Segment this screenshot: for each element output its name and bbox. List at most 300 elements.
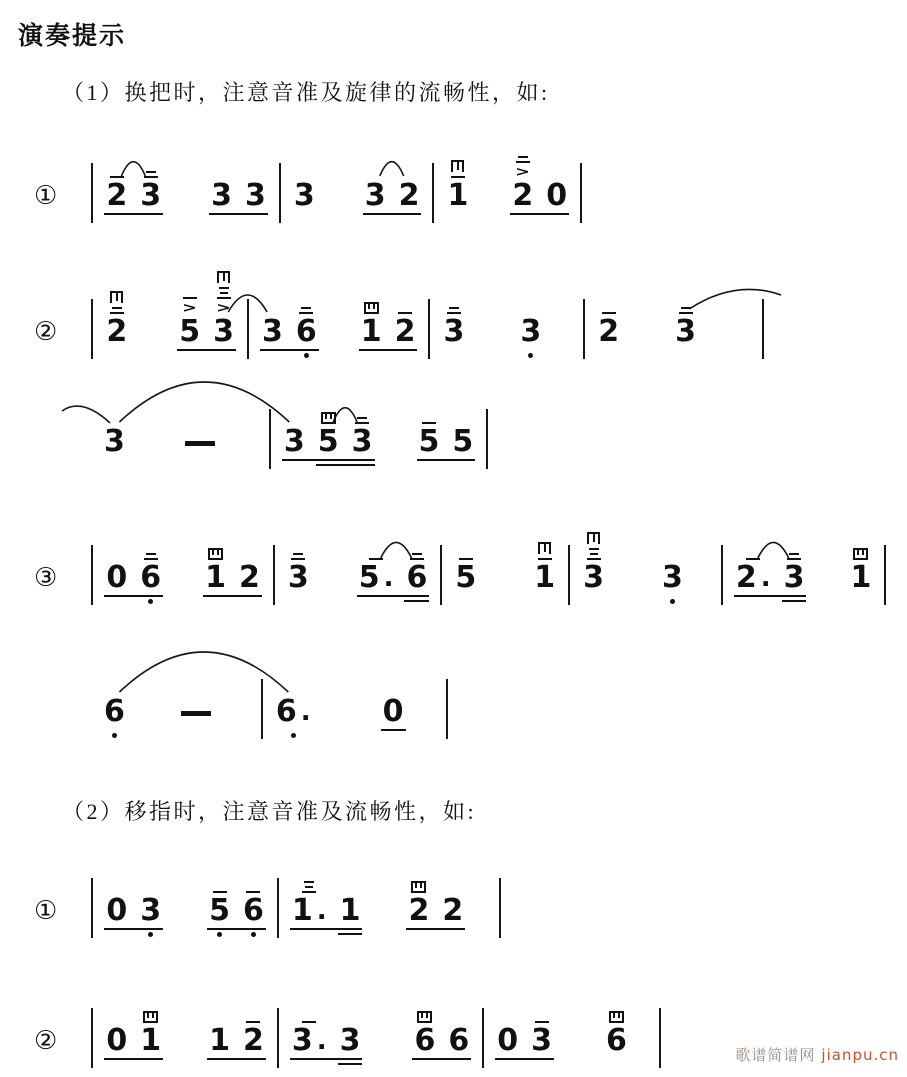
note-digit	[414, 1023, 436, 1058]
low-octave-dot	[291, 733, 296, 738]
spacer	[138, 470, 172, 471]
fingering-stroke	[219, 287, 229, 289]
spacer	[477, 360, 507, 361]
digit: 5	[418, 424, 440, 459]
note	[245, 137, 266, 225]
spacer	[228, 470, 256, 471]
note	[546, 137, 567, 225]
note	[365, 137, 386, 225]
note	[447, 137, 468, 225]
note	[296, 273, 317, 361]
fingering-mark	[410, 553, 424, 560]
spacer	[817, 606, 837, 607]
watermark-url: jianpu.cn	[821, 1046, 899, 1064]
note-digit	[287, 560, 309, 595]
fingering-si-stroke	[618, 1013, 620, 1018]
note-digit	[179, 314, 201, 349]
digit: 1	[447, 178, 469, 213]
note-annotations	[609, 987, 624, 1023]
barline	[580, 163, 582, 223]
digit: 6	[140, 560, 162, 595]
digit: 3	[364, 178, 386, 213]
note	[452, 383, 473, 471]
digit: 2	[442, 893, 464, 928]
fingering-si-icon	[417, 1011, 432, 1023]
note	[534, 519, 555, 607]
fingering-stroke	[516, 161, 530, 163]
note-annotations	[213, 857, 227, 893]
digit: 6	[104, 694, 125, 729]
note	[284, 383, 305, 471]
digit: 6	[275, 694, 297, 729]
note-annotations	[410, 524, 424, 560]
note-annotations	[516, 142, 530, 178]
beam	[404, 600, 429, 602]
digit: 5	[455, 560, 477, 595]
digit: 2	[242, 1023, 264, 1058]
digit: 5	[452, 424, 474, 459]
note-digit	[293, 178, 315, 213]
note	[408, 852, 429, 940]
digit: 3	[140, 893, 162, 928]
note	[318, 383, 339, 471]
beam	[209, 213, 268, 215]
spacer	[696, 606, 708, 607]
note-digit	[534, 560, 556, 595]
inner-string-stroke	[593, 534, 595, 542]
fingering-si-stroke	[368, 304, 370, 309]
fingering-si-stroke	[420, 883, 422, 888]
beam	[381, 729, 406, 731]
digit: 1	[850, 560, 872, 595]
fingering-mark	[143, 1011, 158, 1023]
inner-string-icon	[587, 532, 600, 544]
beam	[290, 928, 363, 930]
note-annotations	[417, 987, 432, 1023]
digit: 2	[598, 314, 620, 349]
spacer	[224, 740, 248, 741]
note-annotations	[246, 857, 260, 893]
slur-layer	[91, 137, 582, 225]
fingering-mark	[609, 1011, 624, 1023]
barline	[279, 163, 281, 223]
watermark-site-name: 歌谱简谱网	[735, 1048, 816, 1064]
barline	[277, 1008, 279, 1068]
note	[340, 982, 361, 1070]
spacer	[140, 360, 166, 361]
note-digit	[140, 560, 162, 595]
note-digit	[364, 178, 386, 213]
barline	[499, 878, 501, 938]
digit: 6	[448, 1023, 470, 1058]
low-octave-dot	[112, 733, 117, 738]
note-digit	[205, 560, 226, 595]
note	[239, 519, 260, 607]
beam	[357, 595, 430, 597]
note	[512, 137, 533, 225]
spacer	[373, 1069, 401, 1070]
note-annotations	[587, 524, 601, 560]
fingering-si-icon	[609, 1011, 624, 1023]
augmentation-dot: .	[760, 563, 771, 593]
note-digit	[583, 560, 604, 595]
fingering-si-icon	[208, 548, 223, 560]
spacer	[324, 740, 370, 741]
low-octave-dot	[148, 932, 153, 937]
note-annotations	[535, 987, 549, 1023]
note-annotations	[144, 142, 158, 178]
note-digit	[213, 314, 234, 350]
note	[262, 273, 283, 361]
digit: 3	[287, 560, 309, 595]
beam	[495, 1058, 554, 1060]
beam	[104, 928, 163, 930]
note-digit	[106, 1023, 128, 1058]
octave-slot	[670, 593, 675, 607]
note	[292, 982, 327, 1070]
note-digit	[140, 178, 162, 213]
digit: 3	[661, 560, 683, 595]
spacer	[174, 606, 192, 607]
beam	[260, 349, 319, 351]
digit: 3	[213, 314, 234, 350]
note-digit	[339, 893, 361, 928]
spacer	[481, 224, 499, 225]
beam	[412, 1058, 471, 1060]
note	[140, 982, 161, 1070]
octave-slot	[291, 727, 296, 741]
note-annotations	[602, 278, 616, 314]
low-octave-dot	[670, 599, 675, 604]
note	[140, 519, 161, 607]
spacer	[174, 939, 196, 940]
digit: 2	[238, 560, 260, 595]
note-digit	[291, 893, 327, 928]
fingering-si-stroke	[415, 883, 417, 888]
note-annotations	[291, 524, 305, 560]
fingering-stroke	[112, 307, 122, 309]
fingering-si-stroke	[373, 304, 375, 309]
note-digit	[238, 560, 260, 595]
barline	[432, 163, 434, 223]
fingering-mark	[217, 271, 230, 283]
fingering-mark	[411, 881, 426, 893]
fingering-stroke	[146, 171, 156, 173]
fingering-mark	[447, 307, 461, 314]
note-annotations	[853, 524, 868, 560]
digit: 1	[534, 560, 556, 595]
music-line	[104, 383, 488, 471]
note	[531, 982, 552, 1070]
note	[243, 982, 264, 1070]
note	[736, 519, 771, 607]
spacer	[617, 606, 649, 607]
fingering-mark	[302, 881, 316, 893]
note-digit	[398, 178, 420, 213]
digit: 3	[675, 314, 696, 349]
note	[520, 273, 541, 361]
note-annotations	[459, 524, 473, 560]
fingering-si-icon	[853, 548, 868, 560]
fingering-stroke	[357, 417, 367, 419]
fingering-stroke	[518, 156, 528, 158]
note-digit	[242, 893, 264, 928]
note-digit	[448, 1023, 470, 1058]
augmentation-dot: .	[316, 896, 327, 926]
note	[455, 519, 476, 607]
note-digit	[106, 314, 128, 349]
note-digit	[452, 424, 474, 459]
fingering-stroke	[590, 553, 598, 555]
note-annotations	[110, 278, 124, 314]
row-label: ②	[34, 317, 58, 347]
low-octave-dot	[304, 353, 309, 358]
fingering-mark	[364, 302, 379, 314]
beam	[406, 928, 465, 930]
music-line	[104, 653, 448, 741]
spacer	[328, 224, 352, 225]
digit: 1	[291, 893, 313, 928]
music-row	[0, 653, 907, 741]
digit: 6	[406, 560, 428, 595]
fingering-si-stroke	[426, 1013, 428, 1018]
fingering-si-stroke	[152, 1013, 154, 1018]
beam	[359, 349, 418, 351]
spacer	[640, 1069, 646, 1070]
music-row	[0, 852, 907, 940]
fingering-mark	[679, 307, 693, 314]
digit: 3	[104, 424, 125, 459]
fingering-mark	[299, 307, 313, 314]
note	[406, 519, 427, 607]
music-row	[0, 273, 907, 361]
digit: 0	[106, 893, 128, 928]
digit: 3	[583, 560, 604, 595]
barline	[247, 299, 249, 359]
note	[209, 982, 230, 1070]
digit: 2	[106, 314, 128, 349]
note	[106, 137, 127, 225]
digit: 5	[358, 560, 380, 595]
beam	[104, 1058, 163, 1060]
page-title: 演奏提示	[18, 23, 127, 50]
digit: 1	[339, 893, 361, 928]
barline	[659, 1008, 661, 1068]
fingering-si-stroke	[330, 414, 332, 419]
spacer	[330, 360, 348, 361]
spacer	[373, 939, 395, 940]
note-annotations	[246, 987, 260, 1023]
beam	[207, 928, 266, 930]
music-line	[91, 519, 886, 607]
fingering-stroke	[305, 886, 313, 888]
music-line	[91, 137, 582, 225]
note-annotations	[302, 987, 316, 1023]
digit: 6	[242, 893, 264, 928]
music-row	[0, 519, 907, 607]
barline	[273, 545, 275, 605]
barline	[91, 299, 93, 359]
note-digit	[598, 314, 620, 349]
music-line	[91, 273, 764, 361]
note	[340, 852, 361, 940]
digit: 0	[546, 178, 568, 213]
note-digit	[211, 178, 232, 213]
fingering-si-icon	[411, 881, 426, 893]
section-2-music	[0, 852, 907, 1070]
fingering-stroke	[220, 292, 228, 294]
note-digit	[406, 560, 428, 595]
row-label: ①	[34, 896, 58, 926]
inner-string-icon	[451, 160, 464, 172]
fingering-stroke	[449, 307, 459, 309]
note-annotations	[422, 388, 436, 424]
held-note-dash	[185, 383, 215, 471]
note	[140, 137, 161, 225]
note-digit	[104, 424, 125, 459]
digit: 2	[106, 178, 128, 213]
digit: 5	[317, 424, 339, 459]
digit: 6	[295, 314, 317, 349]
note	[361, 273, 382, 361]
low-octave-dot	[217, 932, 222, 937]
section-1-music	[0, 137, 907, 741]
fingering-si-stroke	[325, 414, 327, 419]
note	[850, 519, 871, 607]
digit: 3	[211, 178, 232, 213]
note-digit	[140, 893, 162, 928]
note-digit	[546, 178, 568, 213]
augmentation-dot: .	[316, 1026, 327, 1056]
note	[106, 519, 127, 607]
note-digit	[447, 178, 469, 213]
note	[205, 519, 226, 607]
beam	[417, 459, 476, 461]
fingering-mark	[110, 291, 123, 303]
note-annotations	[143, 987, 158, 1023]
beam	[338, 933, 363, 935]
note-annotations	[302, 857, 316, 893]
spacer	[174, 1069, 196, 1070]
barline	[884, 545, 886, 605]
fingering-mark	[355, 417, 369, 424]
barline	[486, 409, 488, 469]
barline	[91, 163, 93, 223]
note-digit	[283, 424, 305, 459]
barline	[91, 545, 93, 605]
note	[359, 519, 394, 607]
barline	[91, 878, 93, 938]
dash-bar	[185, 441, 215, 446]
fingering-si-stroke	[217, 550, 219, 555]
fingering-si-stroke	[421, 1013, 423, 1018]
note	[675, 273, 696, 361]
beam	[177, 349, 236, 351]
octave-slot	[112, 727, 117, 741]
spacer	[565, 1069, 593, 1070]
fingering-stroke	[183, 297, 197, 299]
barline	[568, 545, 570, 605]
digit: 3	[244, 178, 266, 213]
fingering-mark	[451, 160, 464, 172]
note	[442, 852, 463, 940]
digit: 3	[291, 1023, 313, 1058]
digit: 2	[735, 560, 757, 595]
note-digit	[106, 893, 128, 928]
note-digit	[605, 1023, 627, 1058]
note-annotations	[183, 278, 197, 314]
accent-icon: >	[182, 301, 197, 316]
digit: 1	[209, 1023, 230, 1058]
inner-string-icon	[217, 271, 230, 283]
note	[294, 137, 315, 225]
augmentation-dot: .	[383, 563, 394, 593]
note-annotations	[787, 524, 801, 560]
note-digit	[735, 560, 771, 595]
music-line	[91, 982, 661, 1070]
digit: 3	[283, 424, 305, 459]
note	[399, 137, 420, 225]
note	[395, 273, 416, 361]
music-line	[91, 852, 501, 940]
inner-string-stroke	[457, 162, 459, 170]
row-label: ①	[34, 181, 58, 211]
fingering-si-icon	[364, 302, 379, 314]
fingering-mark	[110, 307, 124, 314]
slur-arc	[62, 406, 110, 423]
note-digit	[209, 893, 230, 928]
note	[598, 273, 619, 361]
note	[209, 852, 230, 940]
note-digit	[291, 1023, 327, 1058]
fingering-mark	[217, 287, 231, 299]
note-annotations	[679, 278, 693, 314]
low-octave-dot	[251, 932, 256, 937]
fingering-stroke	[304, 881, 314, 883]
note-digit	[382, 694, 404, 729]
note	[140, 852, 161, 940]
note-annotations	[364, 278, 379, 314]
note-digit	[209, 1023, 230, 1058]
note	[497, 982, 518, 1070]
note-annotations	[355, 388, 369, 424]
note	[211, 137, 232, 225]
fingering-mark	[208, 548, 223, 560]
digit: 3	[339, 1023, 361, 1058]
digit: 6	[414, 1023, 436, 1058]
beam	[316, 464, 375, 466]
spacer	[632, 360, 662, 361]
spacer	[709, 360, 749, 361]
note	[104, 383, 125, 471]
note-digit	[339, 1023, 361, 1058]
note-annotations	[447, 278, 461, 314]
fingering-mark	[853, 548, 868, 560]
note	[106, 273, 127, 361]
note-digit	[850, 560, 872, 595]
fingering-stroke	[301, 307, 311, 309]
fingering-si-icon	[321, 412, 336, 424]
fingering-stroke	[217, 297, 231, 299]
barline	[721, 545, 723, 605]
low-octave-dot	[148, 599, 153, 604]
slur-arc	[690, 289, 782, 309]
beam	[363, 213, 422, 215]
row-label: ③	[34, 563, 58, 593]
note-digit	[106, 178, 128, 213]
beam	[734, 595, 807, 597]
note-digit	[418, 424, 440, 459]
